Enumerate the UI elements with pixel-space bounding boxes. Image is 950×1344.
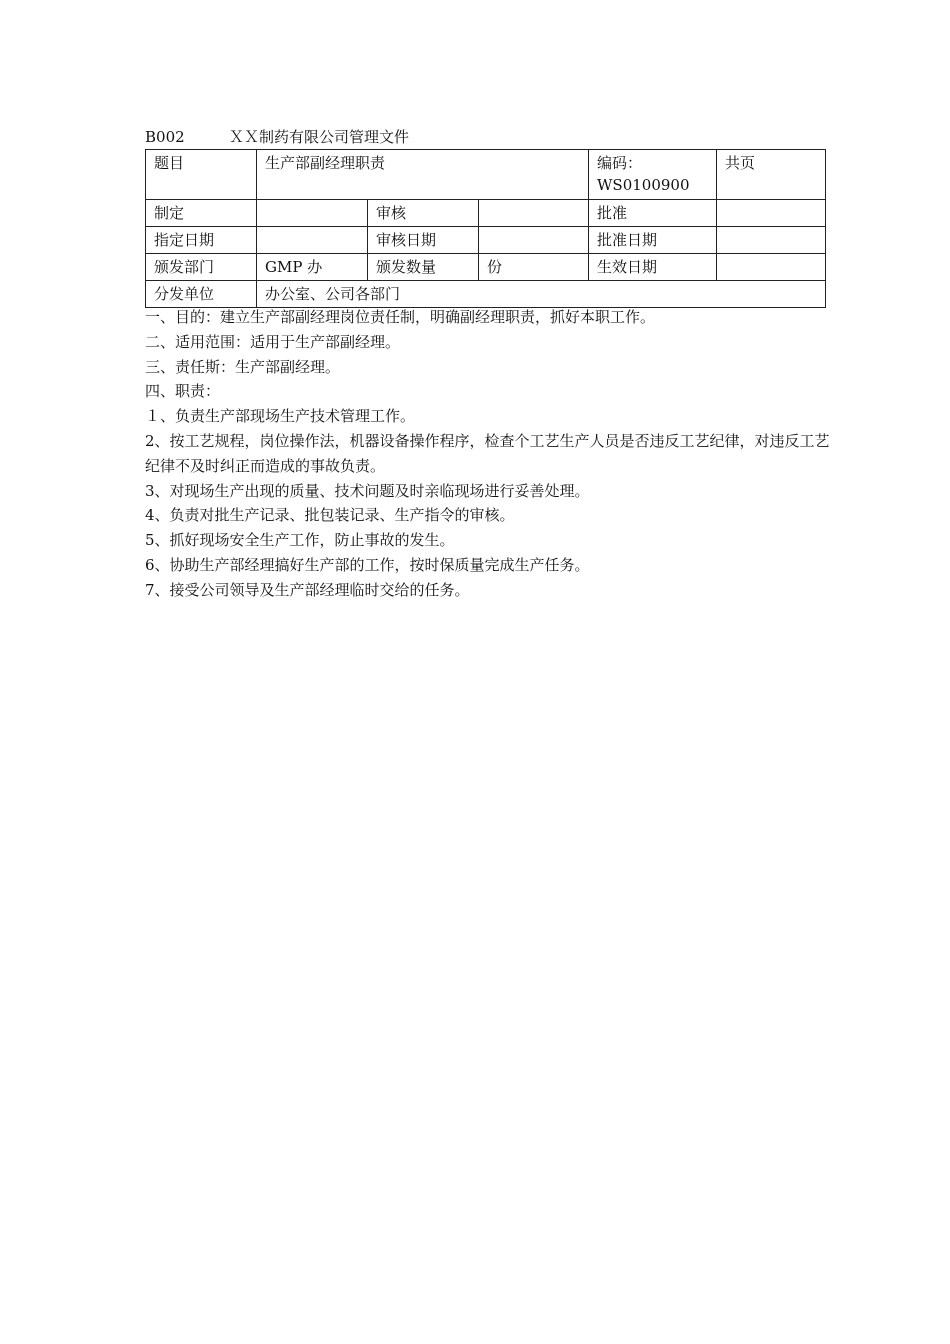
scope-paragraph: 二、适用范围：适用于生产部副经理。 (145, 332, 401, 351)
effective-date-value (717, 254, 826, 281)
duties-heading: 四、职责： (145, 382, 221, 401)
distribution-value: 办公室、公司各部门 (257, 281, 826, 308)
company-title: ＸＸ制药有限公司管理文件 (229, 128, 410, 146)
duty-item-5: 5、抓好现场安全生产工作，防止事故的发生。 (145, 531, 455, 550)
title-label: 题目 (146, 150, 257, 200)
document-meta-table (145, 149, 826, 308)
prepared-value (257, 200, 368, 227)
duty-item-4: 4、负责对批生产记录、批包装记录、生产指令的审核。 (145, 506, 515, 525)
approved-value (717, 200, 826, 227)
approved-label: 批准 (589, 200, 717, 227)
duty-item-2: 2、按工艺规程，岗位操作法，机器设备操作程序，检查个工艺生产人员是否违反工艺纪律，对违反工艺纪律不及时纠正而造成的事故负责。 (145, 431, 830, 475)
issuing-dept-value: GMP 办 (257, 254, 368, 281)
document-code: B002 (145, 128, 185, 146)
prepared-label: 制定 (146, 200, 257, 227)
reviewed-label: 审核 (368, 200, 479, 227)
table-row (146, 254, 826, 281)
table-row (146, 227, 826, 254)
pages-label: 共页 (717, 150, 826, 200)
code-value: WS0100900 (597, 176, 690, 194)
reviewed-value (479, 200, 589, 227)
distribution-label: 分发单位 (146, 281, 257, 308)
issue-qty-value: 份 (479, 254, 589, 281)
approved-date-value (717, 227, 826, 254)
duty-item-1: １、负责生产部现场生产技术管理工作。 (145, 407, 416, 426)
prepared-date-value (257, 227, 368, 254)
code-cell (589, 150, 717, 200)
duty-item-3: 3、对现场生产出现的质量、技术问题及时亲临现场进行妥善处理。 (145, 481, 590, 500)
table-row (146, 200, 826, 227)
issue-qty-label: 颁发数量 (368, 254, 479, 281)
reviewed-date-value (479, 227, 589, 254)
approved-date-label: 批准日期 (589, 227, 717, 254)
title-value: 生产部副经理职责 (257, 150, 589, 200)
prepared-date-label: 指定日期 (146, 227, 257, 254)
duty-item-6: 6、协助生产部经理搞好生产部的工作，按时保质量完成生产任务。 (145, 555, 590, 574)
table-row (146, 281, 826, 308)
effective-date-label: 生效日期 (589, 254, 717, 281)
duty-item-7: 7、接受公司领导及生产部经理临时交给的任务。 (145, 580, 470, 599)
table-row (146, 150, 826, 200)
purpose-paragraph: 一、目的：建立生产部副经理岗位责任制，明确副经理职责，抓好本职工作。 (145, 308, 656, 326)
document-body (145, 305, 835, 603)
code-label: 编码： (597, 154, 643, 172)
document-header (145, 128, 409, 146)
reviewed-date-label: 审核日期 (368, 227, 479, 254)
issuing-dept-label: 颁发部门 (146, 254, 257, 281)
responsible-paragraph: 三、责任斯：生产部副经理。 (145, 357, 341, 376)
